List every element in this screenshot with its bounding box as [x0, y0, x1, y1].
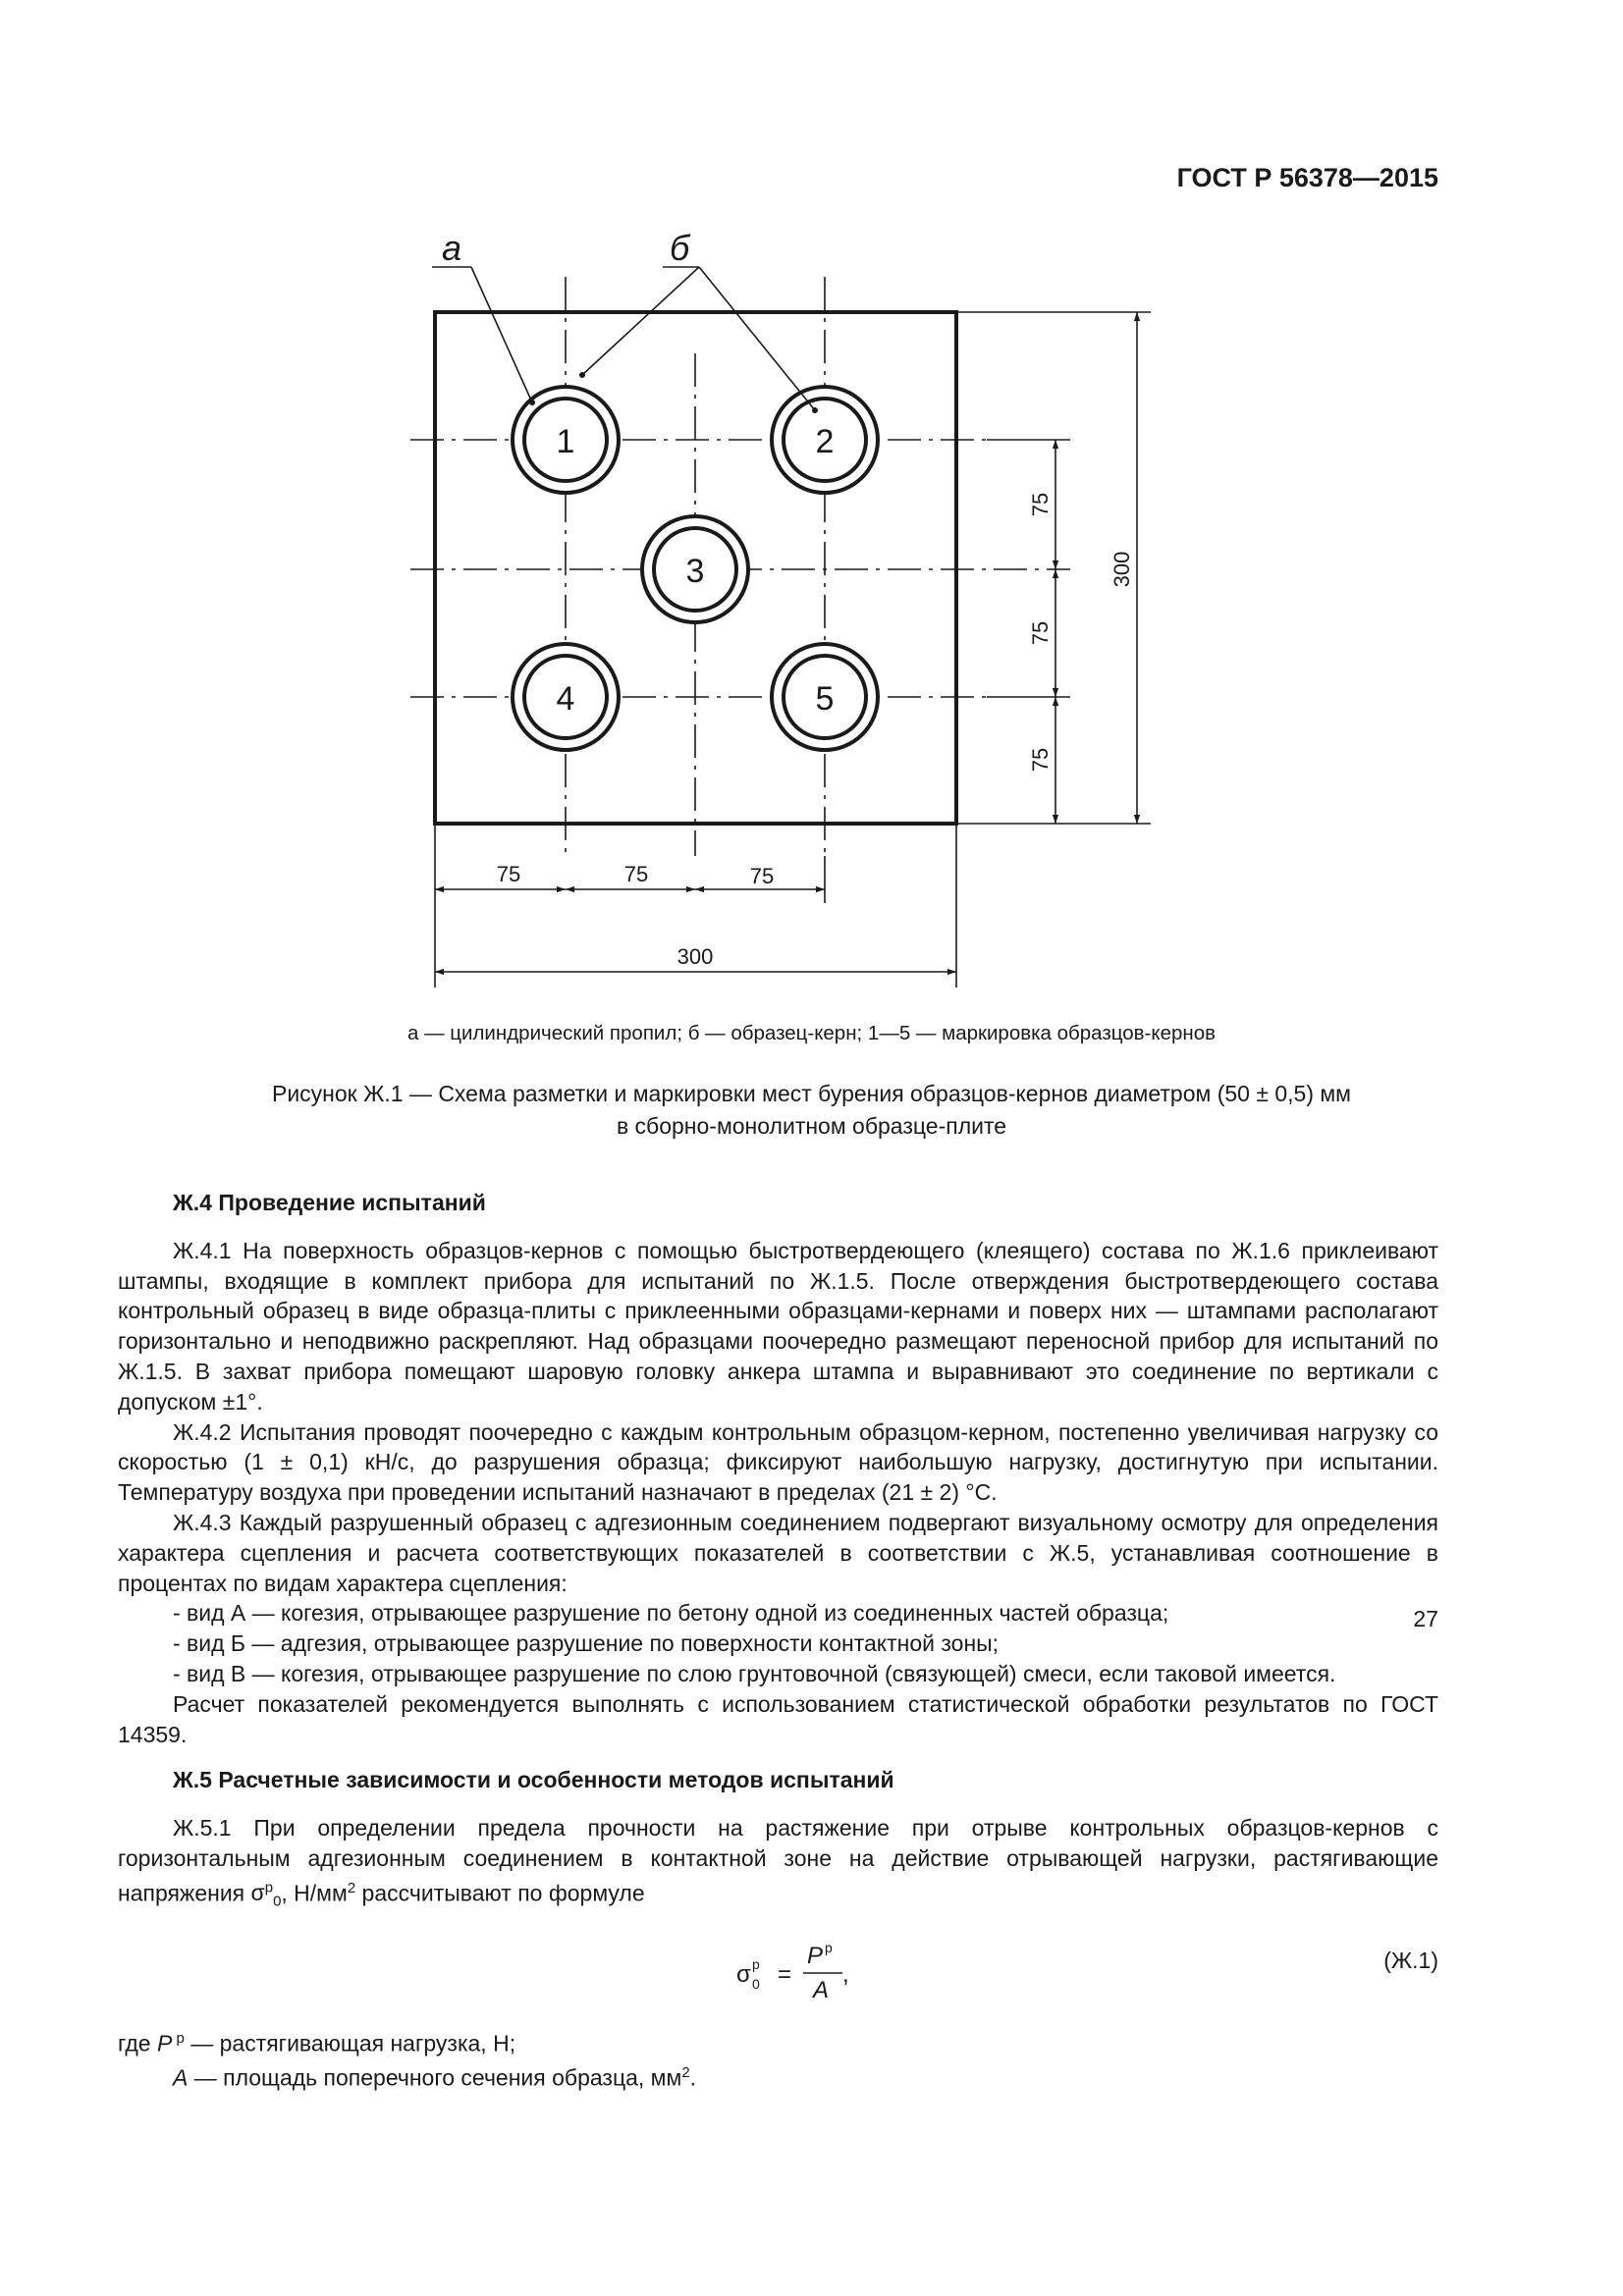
- dim-bottom-2: 75: [623, 862, 649, 886]
- svg-text:A: A: [813, 1976, 830, 2003]
- core-label-1: 1: [556, 423, 575, 460]
- core-2: [772, 387, 878, 493]
- formula-number: (Ж.1): [1383, 1947, 1438, 1973]
- where-line-2: A — площадь поперечного сечения образца, $мм^2$.: [173, 2064, 697, 2091]
- paragraph-calc: Расчет показателей рекомендуется выполнять с использованием статистической обработки результатов по ГОСТ 14359.: [118, 1690, 1438, 1747]
- paragraph-5-1: Ж.5.1 При определении предела прочности на растяжение при отрыве контрольных образцов-кернов с горизонтальным адгезионным соединением в контактной зоне на действие отрывающей нагрузки, растягивающие напряжения $\sigma^р_0$, $Н/мм^2$ рассчитывают по формуле: [118, 1815, 1438, 1910]
- core-3: [642, 516, 748, 622]
- leader-b1: [582, 267, 699, 375]
- label-a: а: [442, 228, 462, 268]
- stress-symbol: $\sigma^р_0$: [250, 1879, 282, 1910]
- paragraph-4-3: Ж.4.3 Каждый разрушенный образец с адгезионным соединением подвергают визуальному осмотру для определения характера сцепления и расчета соответствующих показателей в соответствии с Ж.5, устанавливая соотношение в процентах по видам характера сцепления:: [118, 1509, 1438, 1596]
- leader-b2: [699, 267, 815, 410]
- section-heading-4: Ж.4 Проведение испытаний: [173, 1190, 486, 1215]
- page-number: 27: [1413, 1606, 1438, 1631]
- formula-fraction: [727, 1936, 962, 2004]
- figure-legend: а — цилиндрический пропил; б — образец-керн; 1—5 — маркировка образцов-кернов: [406, 1022, 1216, 1044]
- svg-text:р: р: [825, 1939, 833, 1955]
- label-b: б: [670, 228, 690, 268]
- dim-right-2: 75: [1028, 620, 1053, 646]
- formula-zh1: [118, 1926, 1438, 2020]
- core-4: [513, 644, 619, 750]
- dim-bottom-1: 75: [496, 862, 521, 886]
- core-layout-diagram: [0, 0, 1623, 1001]
- svg-text:P: P: [807, 1942, 824, 1969]
- caption-line-1: Рисунок Ж.1 — Схема разметки и маркировки мест бурения образцов-кернов диаметром (50 ± 0,5) мм: [271, 1081, 1351, 1106]
- core-label-4: 4: [556, 680, 575, 718]
- core-1: [513, 387, 619, 493]
- svg-text:σ: σ: [736, 1960, 751, 1988]
- core-label-2: 2: [815, 423, 835, 460]
- paragraph-4-1: Ж.4.1 На поверхность образцов-кернов с помощью быстротвердеющего (клеящего) состава по Ж.1.6 приклеивают штампы, входящие в комплект прибора для испытаний по Ж.1.5. После отверждения быстротвердеющего состава контрольный образец в виде образца-плиты с приклеенными образцами-кернами и поверх них — штампами располагают горизонтально и неподвижно раскрепляют. Над образцами поочередно размещают переносной прибор для испытаний по Ж.1.5. В захват прибора помещают шаровую головку анкера штампа и выравнивают это соединение по вертикали с допуском ±1°.: [118, 1237, 1438, 1415]
- list-item-a: - вид А — когезия, отрывающее разрушение по бетону одной из соединенных частей образца;: [173, 1600, 1169, 1627]
- svg-text:=: =: [778, 1960, 792, 1988]
- dim-right-total: 300: [1109, 551, 1134, 588]
- dim-bottom-total: 300: [676, 944, 714, 969]
- caption-line-2: в сборно-монолитном образце-плите: [616, 1113, 1007, 1139]
- svg-text:,: ,: [842, 1960, 849, 1988]
- list-item-b: - вид Б — адгезия, отрывающее разрушение по поверхности контактной зоны;: [173, 1630, 1000, 1657]
- paragraph-4-2: Ж.4.2 Испытания проводят поочередно с каждым контрольным образцом-керном, постепенно увеличивая нагрузку со скоростью (1 ± 0,1) кН/с, до разрушения образца; фиксируют наибольшую нагрузку, достигнутую при испытании. Температуру воздуха при проведении испытаний назначают в пределах (21 ± 2) °С.: [118, 1418, 1438, 1506]
- leader-a: [471, 267, 532, 402]
- core-label-3: 3: [685, 553, 705, 590]
- svg-text:0: 0: [752, 1975, 760, 1992]
- core-5: [772, 644, 878, 750]
- svg-text:р: р: [752, 1955, 760, 1972]
- core-label-5: 5: [815, 680, 835, 718]
- section-heading-5: Ж.5 Расчетные зависимости и особенности методов испытаний: [173, 1767, 894, 1793]
- document-body: [118, 1188, 1438, 2094]
- list-item-c: - вид В — когезия, отрывающее разрушение по слою грунтовочной (связующей) смеси, если таковой имеется.: [173, 1660, 1336, 1686]
- where-line-1: где P $^р$ — растягивающая нагрузка, Н;: [118, 2029, 516, 2056]
- dim-right-1: 75: [1028, 492, 1053, 517]
- document-header: ГОСТ Р 56378—2015: [1176, 163, 1438, 192]
- dim-right-3: 75: [1028, 747, 1053, 773]
- dim-bottom-3: 75: [749, 864, 775, 888]
- figure-caption: [0, 1078, 1623, 1143]
